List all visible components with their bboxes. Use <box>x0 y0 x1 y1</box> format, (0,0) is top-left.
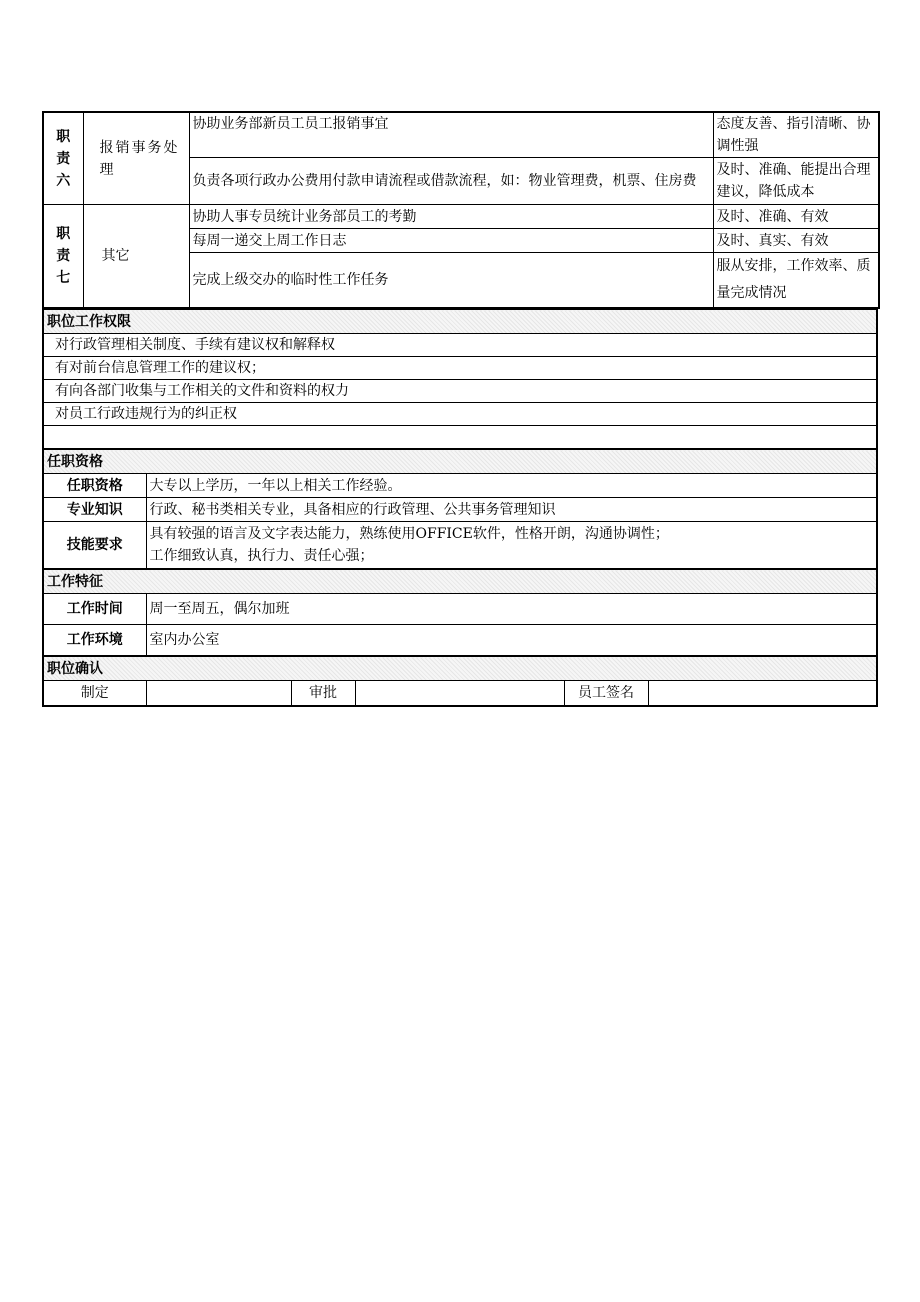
duty7-task1-content: 协助人事专员统计业务部员工的考勤 <box>189 205 713 229</box>
qualification-table <box>42 449 878 569</box>
authority-item: 对行政管理相关制度、手续有建议权和解释权 <box>43 334 877 357</box>
duty7-label: 职 责 七 <box>43 205 83 309</box>
authority-title: 职位工作权限 <box>43 310 877 334</box>
duty7-task2-content: 每周一递交上周工作日志 <box>189 229 713 253</box>
confirmation-title: 职位确认 <box>43 657 877 681</box>
qualification-value: 大专以上学历，一年以上相关工作经验。 <box>146 474 877 498</box>
duty6-task1-content: 协助业务部新员工员工报销事宜 <box>189 112 713 158</box>
duty6-task2-standard: 及时、准确、能提出合理建议，降低成本 <box>713 158 879 205</box>
drafted-label: 制定 <box>43 681 146 707</box>
work-time-label: 工作时间 <box>43 594 146 625</box>
approved-label: 审批 <box>291 681 355 707</box>
confirmation-table <box>42 656 878 707</box>
knowledge-label: 专业知识 <box>43 498 146 522</box>
skills-label: 技能要求 <box>43 522 146 569</box>
work-features-table <box>42 569 878 656</box>
work-features-title: 工作特征 <box>43 570 877 594</box>
duty6-category <box>83 112 189 205</box>
drafted-field[interactable] <box>146 681 291 707</box>
authority-item: 对员工行政违规行为的纠正权 <box>43 403 877 426</box>
work-environment-label: 工作环境 <box>43 625 146 656</box>
duty6-category-text: 报销事务处理 <box>99 139 180 178</box>
duty7-task3-content: 完成上级交办的临时性工作任务 <box>189 253 713 309</box>
job-description-document <box>42 111 878 707</box>
authority-empty-row <box>43 426 877 449</box>
duty7-row-1 <box>43 205 879 229</box>
authority-item: 有向各部门收集与工作相关的文件和资料的权力 <box>43 380 877 403</box>
employee-sign-label: 员工签名 <box>564 681 648 707</box>
work-time-value: 周一至周五，偶尔加班 <box>146 594 877 625</box>
qualification-label: 任职资格 <box>43 474 146 498</box>
duty7-task1-standard: 及时、准确、有效 <box>713 205 879 229</box>
duty6-task2-content: 负责各项行政办公费用付款申请流程或借款流程，如：物业管理费，机票、住房费 <box>189 158 713 205</box>
duty6-row-1 <box>43 112 879 158</box>
duty6-label: 职 责 六 <box>43 112 83 205</box>
knowledge-value: 行政、秘书类相关专业，具备相应的行政管理、公共事务管理知识 <box>146 498 877 522</box>
duty7-category <box>83 205 189 309</box>
duties-table <box>42 111 880 309</box>
authority-item: 有对前台信息管理工作的建议权； <box>43 357 877 380</box>
duty6-task1-standard: 态度友善、指引清晰、协调性强 <box>713 112 879 158</box>
duty7-category-text: 其它 <box>101 248 130 264</box>
skills-value: 具有较强的语言及文字表达能力，熟练使用OFFICE软件，性格开朗，沟通协调性； 工作细致认真，执行力、责任心强； <box>146 522 877 569</box>
employee-sign-field[interactable] <box>648 681 877 707</box>
authority-table <box>42 309 878 449</box>
work-environment-value: 室内办公室 <box>146 625 877 656</box>
approved-field[interactable] <box>355 681 564 707</box>
qualification-title: 任职资格 <box>43 450 877 474</box>
duty7-task2-standard: 及时、真实、有效 <box>713 229 879 253</box>
duty7-task3-standard: 服从安排，工作效率、质量完成情况 <box>713 253 879 309</box>
